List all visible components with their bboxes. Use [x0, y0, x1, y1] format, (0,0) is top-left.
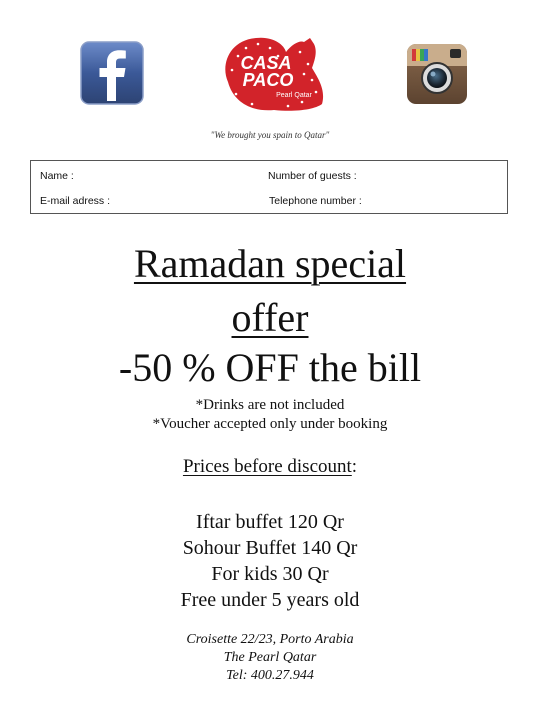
brand-sub: Pearl Qatar [276, 92, 312, 99]
brand-line2: PACO [242, 70, 294, 90]
brand-line1: CASA [240, 53, 292, 73]
drinks-note: *Drinks are not included [195, 397, 345, 413]
discount-heading: -50 % OFF the bill [118, 345, 422, 390]
booking-form [30, 160, 508, 214]
phone-field[interactable]: Telephone number : [269, 195, 362, 207]
offer-heading-line1: Ramadan special [133, 241, 407, 286]
price-item: For kids 30 Qr [211, 563, 329, 585]
instagram-icon[interactable] [406, 43, 468, 105]
facebook-icon[interactable] [80, 41, 144, 105]
offer-heading-line2: offer [231, 295, 309, 340]
price-item: Free under 5 years old [180, 589, 360, 611]
voucher-note: *Voucher accepted only under booking [152, 416, 388, 432]
address-line: The Pearl Qatar [223, 650, 317, 665]
casa-paco-logo [214, 34, 332, 116]
prices-title: Prices before discount: [182, 456, 358, 477]
email-field[interactable]: E-mail adress : [40, 195, 111, 207]
name-field[interactable]: Name : [40, 170, 74, 182]
tagline: "We brought you spain to Qatar" [210, 130, 330, 140]
address-line: Croisette 22/23, Porto Arabia [186, 632, 354, 647]
guests-field[interactable]: Number of guests : [268, 170, 357, 182]
price-item: Sohour Buffet 140 Qr [182, 537, 358, 559]
phone-number: Tel: 400.27.944 [226, 668, 314, 683]
price-item: Iftar buffet 120 Qr [196, 511, 344, 533]
